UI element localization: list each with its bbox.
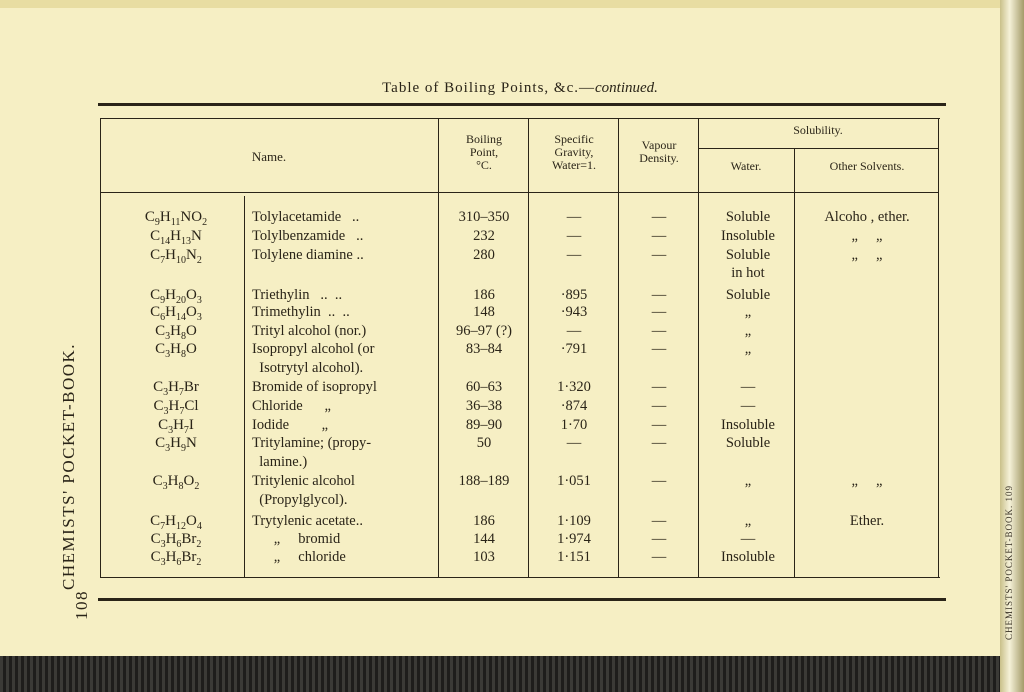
table-row — [0, 418, 1000, 438]
table-row — [0, 493, 1000, 513]
cell-specific-gravity: — — [566, 435, 582, 451]
cell-name: „ bromid — [252, 531, 341, 547]
cell-water: Soluble — [725, 209, 771, 225]
cell-vapour-density: — — [651, 398, 667, 414]
table-row — [0, 266, 1000, 286]
table-row — [0, 210, 1000, 230]
cell-formula — [112, 342, 240, 362]
formula-element: O — [186, 513, 197, 529]
cell-specific-gravity: 1·051 — [557, 473, 591, 489]
formula-element: H — [170, 228, 181, 244]
cell-name: Tritylenic alcohol — [252, 473, 355, 489]
header-sg-line3: Water=1. — [551, 158, 597, 172]
cell-specific-gravity: 1·151 — [557, 549, 591, 565]
cell-specific-gravity: — — [566, 323, 582, 339]
formula-element: H — [165, 247, 176, 263]
cell-boiling-point: 96–97 (?) — [456, 323, 512, 339]
header-name: Name. — [251, 149, 287, 164]
formula-element: O — [186, 287, 197, 303]
formula-element: C — [150, 247, 161, 263]
cell-vapour-density: — — [651, 247, 667, 263]
cell-other-solvents: „ „ — [851, 473, 883, 489]
formula-element: C — [150, 549, 161, 565]
formula-subscript: 3 — [163, 387, 169, 398]
cell-water: Soluble — [725, 287, 771, 303]
formula-subscript: 3 — [163, 406, 169, 417]
formula-subscript: 11 — [170, 217, 181, 228]
running-title: CHEMISTS' POCKET-BOOK. — [59, 342, 78, 590]
cell-boiling-point: 60–63 — [465, 379, 503, 395]
formula-subscript: 3 — [165, 331, 171, 342]
header-bp-line2: Point, — [469, 145, 499, 159]
cell-name: Tolylbenzamide .. — [252, 228, 364, 244]
formula-subscript: 4 — [196, 521, 202, 532]
cell-water: „ — [744, 341, 752, 357]
formula-element: Cl — [184, 398, 199, 414]
table-inner-top-rule — [100, 118, 940, 119]
cell-name: Bromide of isopropyl — [252, 379, 377, 395]
formula-element: H — [168, 379, 179, 395]
cell-other-solvents: „ „ — [851, 247, 883, 263]
formula-element: NO — [180, 209, 203, 225]
header-vapour-density — [620, 139, 698, 165]
formula-element: C — [155, 435, 166, 451]
formula-subscript: 14 — [160, 236, 171, 247]
formula-subscript: 7 — [178, 387, 184, 398]
formula-subscript: 13 — [181, 236, 191, 247]
formula-subscript: 2 — [196, 539, 202, 550]
header-vd-line1: Vapour — [641, 138, 677, 152]
cell-specific-gravity: ·874 — [560, 398, 588, 414]
cell-vapour-density: — — [651, 323, 667, 339]
cell-other-solvents: Alcoho , ether. — [824, 209, 910, 225]
cell-formula — [112, 248, 240, 268]
cell-specific-gravity: — — [566, 247, 582, 263]
table-inner-bottom-rule — [100, 577, 940, 578]
table-row — [0, 550, 1000, 570]
formula-element: H — [165, 287, 176, 303]
formula-subscript: 6 — [176, 557, 182, 568]
cell-water: — — [740, 379, 756, 395]
formula-subscript: 3 — [160, 539, 166, 550]
cell-vapour-density: — — [651, 209, 667, 225]
cell-water: in hot — [731, 265, 765, 281]
formula-element: C — [144, 209, 155, 225]
cell-boiling-point: 36–38 — [465, 398, 503, 414]
cell-specific-gravity: — — [566, 228, 582, 244]
cell-water: — — [740, 531, 756, 547]
formula-element: H — [173, 417, 184, 433]
formula-element: C — [153, 379, 164, 395]
cell-vapour-density: — — [651, 379, 667, 395]
cell-water: „ — [744, 473, 752, 489]
cell-name: Trimethylin .. .. — [252, 304, 350, 320]
cell-name: Triethylin .. .. — [252, 287, 343, 303]
table-row — [0, 361, 1000, 381]
table-title — [0, 80, 1024, 97]
formula-element: H — [168, 398, 180, 414]
formula-subscript: 3 — [168, 425, 174, 436]
formula-subscript: 9 — [154, 217, 160, 228]
table-row — [0, 305, 1000, 325]
formula-element: C — [155, 323, 166, 339]
formula-element: H — [165, 513, 176, 529]
cell-name: Isotrytyl alcohol). — [252, 360, 364, 376]
formula-subscript: 3 — [196, 295, 202, 306]
facing-page-running-title: CHEMISTS' POCKET-BOOK. 109 — [1004, 484, 1014, 640]
header-sg-line2: Gravity, — [554, 145, 594, 159]
header-specific-gravity — [530, 133, 618, 172]
cell-vapour-density: — — [651, 304, 667, 320]
formula-element: I — [188, 417, 194, 433]
cell-name: Trityl alcohol (nor.) — [252, 323, 367, 339]
cell-boiling-point: 144 — [473, 531, 495, 547]
formula-element: H — [165, 304, 176, 320]
formula-element: C — [155, 341, 166, 357]
formula-element: Br — [181, 531, 197, 547]
formula-element: C — [150, 228, 161, 244]
formula-subscript: 7 — [160, 521, 166, 532]
cell-name: „ chloride — [252, 549, 346, 565]
cell-vapour-density: — — [651, 287, 667, 303]
table-title-main: Table of Boiling Points, &c.— — [382, 80, 596, 96]
page-top-edge — [0, 0, 1000, 8]
rule-solubility-sub — [698, 148, 938, 149]
formula-element: H — [170, 341, 181, 357]
cell-specific-gravity: ·943 — [560, 304, 588, 320]
rule-header-bottom — [100, 192, 938, 193]
cell-water: — — [740, 398, 756, 414]
cell-boiling-point: 310–350 — [458, 209, 510, 225]
formula-subscript: 2 — [194, 481, 200, 492]
cell-vapour-density: — — [651, 435, 667, 451]
formula-element: C — [152, 473, 163, 489]
cell-water: Insoluble — [721, 549, 775, 565]
cell-vapour-density: — — [651, 228, 667, 244]
cell-name: lamine.) — [252, 454, 308, 470]
cell-name: Tolylacetamide .. — [252, 209, 360, 225]
formula-subscript: 20 — [176, 295, 186, 306]
table-row — [0, 229, 1000, 249]
header-solubility: Solubility. — [793, 123, 843, 137]
header-bp-line1: Boiling — [465, 132, 502, 146]
cell-formula — [112, 210, 240, 230]
formula-subscript: 12 — [176, 521, 186, 532]
cell-boiling-point: 186 — [473, 513, 495, 529]
formula-element: H — [170, 435, 181, 451]
formula-subscript: 2 — [196, 557, 202, 568]
formula-subscript: 7 — [179, 406, 185, 417]
cell-name: Tolylene diamine .. — [252, 247, 364, 263]
table-row — [0, 474, 1000, 494]
cell-boiling-point: 232 — [473, 228, 495, 244]
cell-water: Soluble — [725, 435, 771, 451]
header-bp-line3: °C. — [476, 158, 492, 172]
cell-water: „ — [744, 513, 752, 529]
formula-element: C — [150, 304, 161, 320]
table-row — [0, 380, 1000, 400]
cell-formula — [112, 380, 240, 400]
formula-subscript: 3 — [162, 481, 168, 492]
cell-boiling-point: 280 — [473, 247, 495, 263]
table-row — [0, 342, 1000, 362]
formula-element: C — [153, 398, 164, 414]
cell-specific-gravity: 1·320 — [557, 379, 591, 395]
formula-subscript: 10 — [176, 255, 186, 266]
cell-boiling-point: 89–90 — [465, 417, 503, 433]
formula-subscript: 3 — [160, 557, 166, 568]
cell-formula — [112, 399, 240, 419]
formula-element: O — [186, 304, 197, 320]
header-boiling-point — [440, 133, 528, 172]
formula-element: H — [170, 323, 181, 339]
cell-formula — [112, 474, 240, 494]
formula-element: O — [183, 473, 195, 489]
formula-subscript: 2 — [202, 217, 208, 228]
cell-name: (Propylglycol). — [252, 492, 348, 508]
table-title-continued: continued. — [595, 80, 658, 96]
cell-formula — [112, 229, 240, 249]
formula-element: Br — [183, 379, 199, 395]
scan-bottom-strip — [0, 656, 1000, 692]
cell-boiling-point: 83–84 — [465, 341, 503, 357]
table-row — [0, 436, 1000, 456]
formula-subscript: 8 — [178, 481, 184, 492]
cell-formula — [112, 305, 240, 325]
cell-water: Insoluble — [721, 228, 775, 244]
formula-subscript: 6 — [160, 312, 166, 323]
cell-boiling-point: 50 — [476, 435, 492, 451]
cell-vapour-density: — — [651, 473, 667, 489]
formula-subscript: 6 — [176, 539, 182, 550]
cell-name: Chloride „ — [252, 398, 331, 414]
header-water: Water. — [730, 159, 762, 173]
formula-subscript: 9 — [160, 295, 166, 306]
cell-water: Insoluble — [721, 417, 775, 433]
formula-element: N — [186, 247, 197, 263]
cell-specific-gravity: ·895 — [560, 287, 588, 303]
formula-element: C — [150, 513, 161, 529]
formula-subscript: 14 — [176, 312, 186, 323]
cell-water: Soluble — [725, 247, 771, 263]
formula-element: H — [165, 549, 177, 565]
cell-name: Isopropyl alcohol (or — [252, 341, 375, 357]
header-sg-line1: Specific — [554, 132, 594, 146]
formula-element: C — [158, 417, 169, 433]
header-vd-line2: Density. — [639, 151, 679, 165]
formula-element: H — [165, 531, 177, 547]
table-row — [0, 399, 1000, 419]
formula-subscript: 3 — [165, 349, 171, 360]
cell-name: Iodide „ — [252, 417, 329, 433]
cell-boiling-point: 186 — [473, 287, 495, 303]
cell-specific-gravity: 1·70 — [560, 417, 588, 433]
cell-formula — [112, 550, 240, 570]
table-row — [0, 455, 1000, 475]
formula-subscript: 9 — [181, 443, 186, 454]
cell-name: Trytylenic acetate.. — [252, 513, 363, 529]
formula-element: C — [150, 287, 161, 303]
formula-element: N — [191, 228, 202, 244]
formula-element: H — [159, 209, 171, 225]
formula-element: O — [186, 341, 197, 357]
cell-boiling-point: 103 — [473, 549, 495, 565]
formula-element: H — [167, 473, 179, 489]
header-other-solvents: Other Solvents. — [829, 159, 905, 173]
formula-subscript: 7 — [183, 425, 189, 436]
cell-vapour-density: — — [651, 549, 667, 565]
cell-vapour-density: — — [651, 513, 667, 529]
cell-water: „ — [744, 323, 752, 339]
cell-boiling-point: 148 — [473, 304, 495, 320]
cell-vapour-density: — — [651, 417, 667, 433]
cell-name: Tritylamine; (propy- — [252, 435, 372, 451]
formula-subscript: 8 — [181, 331, 186, 342]
formula-subscript: 3 — [196, 312, 202, 323]
cell-vapour-density: — — [651, 531, 667, 547]
formula-subscript: 8 — [181, 349, 186, 360]
formula-element: N — [186, 435, 197, 451]
cell-specific-gravity: — — [566, 209, 582, 225]
cell-specific-gravity: ·791 — [560, 341, 588, 357]
cell-other-solvents: „ „ — [851, 228, 883, 244]
cell-other-solvents: Ether. — [849, 513, 885, 529]
cell-formula — [112, 436, 240, 456]
cell-vapour-density: — — [651, 341, 667, 357]
cell-specific-gravity: 1·109 — [557, 513, 591, 529]
formula-element: Br — [181, 549, 197, 565]
page-number: 108 — [72, 590, 91, 620]
formula-subscript: 2 — [196, 255, 202, 266]
table-row — [0, 248, 1000, 268]
formula-element: C — [150, 531, 161, 547]
cell-boiling-point: 188–189 — [458, 473, 510, 489]
formula-subscript: 7 — [160, 255, 166, 266]
cell-specific-gravity: 1·974 — [557, 531, 591, 547]
formula-subscript: 3 — [165, 443, 171, 454]
cell-water: „ — [744, 304, 752, 320]
formula-element: O — [186, 323, 197, 339]
